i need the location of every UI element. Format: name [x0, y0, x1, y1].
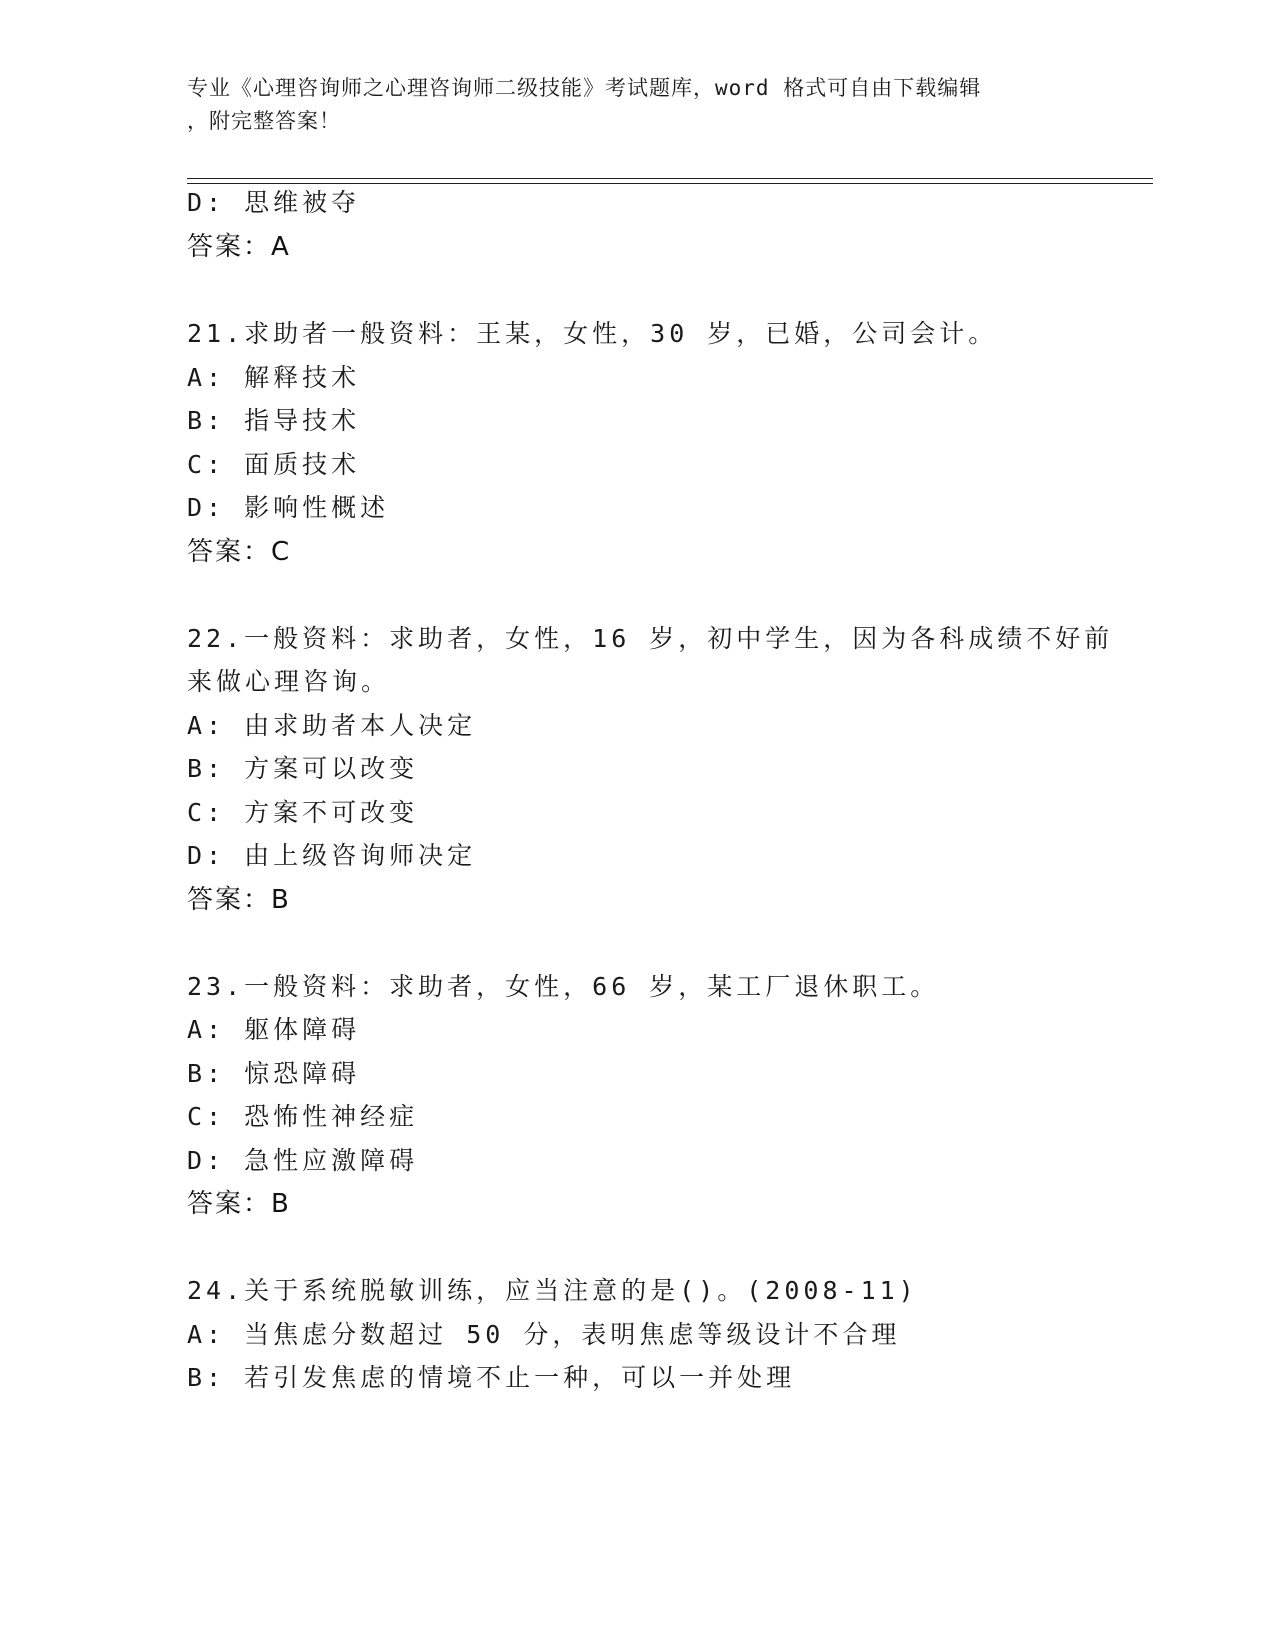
- question-stem: 21.求助者一般资料：王某，女性，30 岁，已婚，公司会计。: [187, 319, 998, 348]
- option-c: C: 面质技术: [187, 450, 361, 479]
- question-stem: 22.一般资料：求助者，女性，16 岁，初中学生，因为各科成绩不好前: [187, 624, 1114, 653]
- option-a: A: 躯体障碍: [187, 1015, 361, 1044]
- option-a: A: 解释技术: [187, 363, 361, 392]
- option-b: B: 指导技术: [187, 406, 361, 435]
- question-stem-continued: 来做心理咨询。: [187, 667, 391, 696]
- option-b: B: 惊恐障碍: [187, 1059, 361, 1088]
- header-rule-bottom: [187, 183, 1153, 184]
- question-stem: 23.一般资料：求助者，女性，66 岁，某工厂退休职工。: [187, 972, 940, 1001]
- option-d: D: 思维被夺: [187, 188, 361, 217]
- question-stem: 24.关于系统脱敏训练，应当注意的是()。(2008-11): [187, 1276, 918, 1305]
- header-rule-top: [187, 178, 1153, 179]
- option-d: D: 由上级咨询师决定: [187, 841, 477, 870]
- option-a: A: 由求助者本人决定: [187, 711, 477, 740]
- answer-line: 答案：B: [187, 885, 291, 915]
- option-c: C: 方案不可改变: [187, 798, 419, 827]
- option-a: A: 当焦虑分数超过 50 分，表明焦虑等级设计不合理: [187, 1320, 901, 1349]
- option-b: B: 若引发焦虑的情境不止一种，可以一并处理: [187, 1363, 796, 1392]
- header-line-2: ，附完整答案！: [187, 109, 341, 133]
- option-d: D: 影响性概述: [187, 493, 390, 522]
- answer-line: 答案：A: [187, 232, 291, 262]
- option-c: C: 恐怖性神经症: [187, 1102, 419, 1131]
- option-d: D: 急性应激障碍: [187, 1146, 419, 1175]
- option-b: B: 方案可以改变: [187, 754, 419, 783]
- header-line-1: 专业《心理咨询师之心理咨询师二级技能》考试题库，word 格式可自由下载编辑: [187, 76, 982, 100]
- answer-line: 答案：B: [187, 1189, 291, 1219]
- document-header: [187, 72, 1067, 138]
- answer-line: 答案：C: [187, 537, 292, 567]
